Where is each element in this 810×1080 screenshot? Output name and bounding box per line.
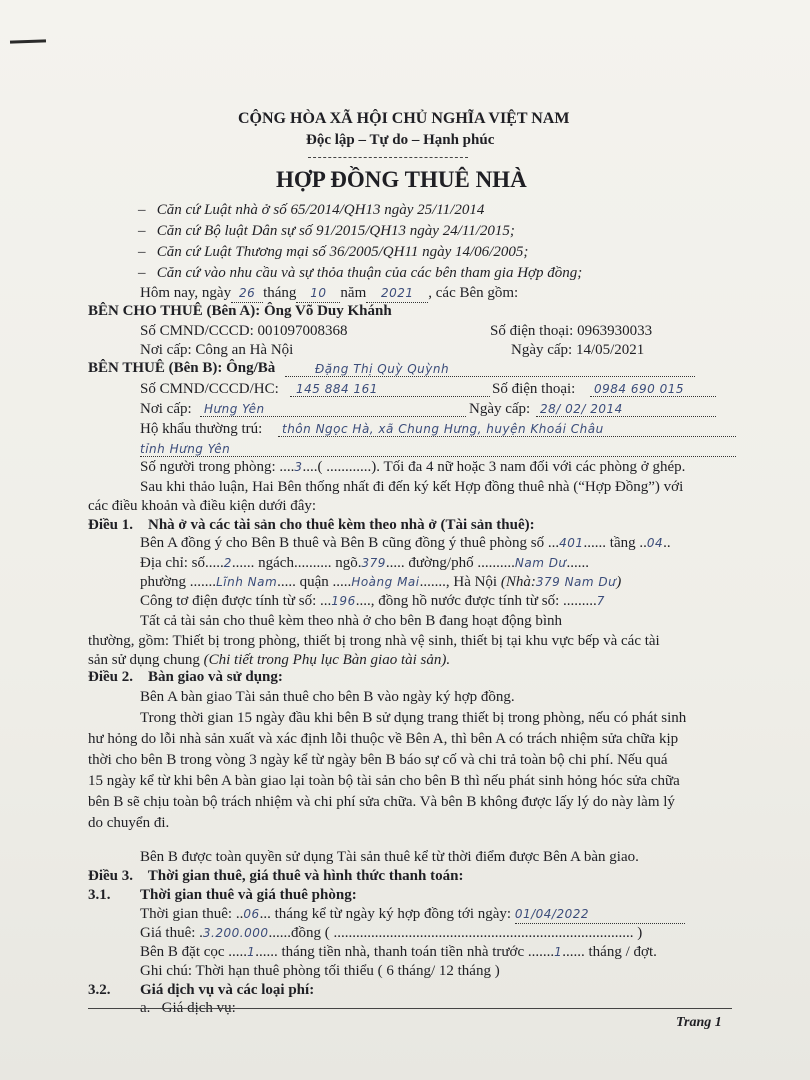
party-b-issue-date-value: 28/ 02/ 2014 <box>540 402 623 416</box>
date-line: Hôm nay, ngày 26 tháng 10 năm 2021 , các Bên gồm: <box>140 285 519 301</box>
article-2-p2-line-1: Trong thời gian 15 ngày đầu khi bên B sử dụng trang thiết bị trong phòng, nếu có phát sinh <box>140 710 687 726</box>
article-2-p2-line-6: do chuyển đi. <box>88 815 170 831</box>
party-b-name-value: Đặng Thị Quỳ Quỳnh <box>315 362 450 376</box>
article-2-p2-line-2: hư hỏng do lỗi nhà sản xuất và xác định lỗi thuộc về Bên A, thì bên A có trách nhiệm sửa chữa kịp <box>88 731 679 747</box>
section-3-2-a: a. Giá dịch vụ: <box>140 1000 236 1016</box>
party-a-phone: Số điện thoại: 0963930033 <box>490 323 653 339</box>
assets-line-2: thường, gồm: Thiết bị trong phòng, thiết bị trong nhà vệ sinh, thiết bị tại khu vực bếp và các tài <box>88 633 660 649</box>
electric-meter-value: 196 <box>331 594 356 608</box>
party-b-id-label: Số CMND/CCCD/HC: <box>140 381 279 397</box>
assets-line-3: sản sử dụng chung (Chi tiết trong Phụ lục Bàn giao tài sản). <box>88 652 451 668</box>
motto: Độc lập – Tự do – Hạnh phúc <box>306 132 495 148</box>
district-value: Hoàng Mai <box>351 575 420 589</box>
article-2-p2-line-5: bên B sẽ chịu toàn bộ trách nhiệm và chi phí sửa chữa. Và bên B không được lấy lý do này làm lý <box>88 794 675 810</box>
party-b-residence-field-2 <box>140 440 736 457</box>
party-b-issuer-value: Hưng Yên <box>204 402 265 416</box>
nation-title: CỘNG HÒA XÃ HỘI CHỦ NGHĨA VIỆT NAM <box>238 110 570 127</box>
water-meter-value: 7 <box>596 594 605 608</box>
party-b-residence-label: Hộ khẩu thường trú: <box>140 421 263 437</box>
party-b-residence-value-2: tỉnh Hưng Yên <box>140 442 231 456</box>
article-2-p1: Bên A bàn giao Tài sản thuê cho bên B vào ngày ký hợp đồng. <box>140 689 515 705</box>
month-value: 10 <box>296 284 340 303</box>
prepay-value: 1 <box>554 945 563 959</box>
section-3-1-number: 3.1. <box>88 887 111 903</box>
party-b-issuer-field <box>200 400 466 417</box>
party-b-phone-label: Số điện thoại: <box>492 381 576 397</box>
assets-line-1: Tất cả tài sản cho thuê kèm theo nhà ở cho bên B đang hoạt động bình <box>140 613 562 629</box>
legal-basis-3: – Căn cứ Luật Thương mại số 36/2005/QH11 ngày 14/06/2005; <box>138 244 529 260</box>
party-a-issue-date: Ngày cấp: 14/05/2021 <box>511 342 645 358</box>
party-b-id-field <box>290 380 490 397</box>
intro-line-2: các điều khoản và điều kiện dưới đây: <box>88 498 317 514</box>
party-b-residence-field <box>278 420 736 437</box>
rental-note: Ghi chú: Thời hạn thuê phòng tối thiểu ( 6 tháng/ 12 tháng ) <box>140 963 500 979</box>
corner-mark <box>10 39 46 43</box>
article-3-heading: Điều 3. Thời gian thuê, giá thuê và hình thức thanh toán: <box>88 868 464 884</box>
document-title: HỢP ĐỒNG THUÊ NHÀ <box>276 167 527 192</box>
room-value: 401 <box>559 536 584 550</box>
party-b-issuer-label: Nơi cấp: <box>140 401 192 417</box>
lane-value: 379 <box>361 556 386 570</box>
house-number-value: 2 <box>223 556 232 570</box>
ward-value: Lĩnh Nam <box>216 575 278 589</box>
party-b-heading: BÊN THUÊ (Bên B): Ông/Bà <box>88 360 276 376</box>
price-value: 3.200.000 <box>202 926 269 940</box>
article-2-p2-line-4: 15 ngày kể từ khi bên A bàn giao lại toàn bộ tài sản cho bên B thì nếu phát sinh hỏng hóc sửa chữa <box>88 773 680 789</box>
intro-line-1: Sau khi thảo luận, Hai Bên thống nhất đi đến ký kết Hợp đồng thuê nhà (“Hợp Đồng”) với <box>140 479 684 495</box>
party-b-issue-date-label: Ngày cấp: <box>469 401 531 417</box>
legal-basis-1: – Căn cứ Luật nhà ở số 65/2014/QH13 ngày 25/11/2014 <box>138 202 485 218</box>
article-1-address-line: Địa chỉ: số.....2...... ngách.......... ngõ.379..... đường/phố ..........Nam Dư...... <box>140 555 590 571</box>
legal-basis-2: – Căn cứ Bộ luật Dân sự số 91/2015/QH13 ngày 24/11/2015; <box>138 223 515 239</box>
article-1-heading: Điều 1. Nhà ở và các tài sản cho thuê kèm theo nhà ở (Tài sản thuê): <box>88 517 535 533</box>
party-a-id: Số CMND/CCCD: 001097008368 <box>140 323 348 339</box>
article-2-heading: Điều 2. Bàn giao và sử dụng: <box>88 669 283 685</box>
section-3-2-title: Giá dịch vụ và các loại phí: <box>140 982 315 998</box>
deposit-value: 1 <box>247 945 256 959</box>
section-3-1-title: Thời gian thuê và giá thuê phòng: <box>140 887 357 903</box>
article-1-meter-line: Công tơ điện được tính từ số: ...196...., đồng hồ nước được tính từ số: .........7 <box>140 593 605 609</box>
footer-rule <box>88 1008 732 1009</box>
party-b-phone-field <box>590 380 716 397</box>
article-1-room-line: Bên A đồng ý cho Bên B thuê và Bên B cũng đồng ý thuê phòng số ...401...... tầng ..04.. <box>140 535 671 551</box>
party-b-occupants: Số người trong phòng: ....3....( ............). Tối đa 4 nữ hoặc 3 nam đối với các phòng ở ghép. <box>140 459 686 475</box>
occupants-value: 3 <box>294 460 303 474</box>
day-value: 26 <box>231 284 263 303</box>
house-address-value: 379 Nam Dư <box>535 575 617 589</box>
term-value: 06 <box>243 907 260 921</box>
party-b-issue-date-field <box>536 400 716 417</box>
page-number: Trang 1 <box>676 1015 722 1030</box>
legal-basis-4: – Căn cứ vào nhu cầu và sự thỏa thuận của các bên tham gia Hợp đồng; <box>138 265 583 281</box>
term-line: Thời gian thuê: ..06... tháng kể từ ngày ký hợp đồng tới ngày: 01/04/2022 <box>140 905 685 924</box>
year-value: 2021 <box>366 284 428 303</box>
section-3-2-number: 3.2. <box>88 982 111 998</box>
article-1-ward-line: phường .......Lĩnh Nam..... quận .....Hoàng Mai......., Hà Nội (Nhà:379 Nam Dư) <box>140 574 622 590</box>
header-separator <box>308 157 468 158</box>
party-a-issuer: Nơi cấp: Công an Hà Nội <box>140 342 294 358</box>
party-b-name-field <box>285 360 695 377</box>
price-line: Giá thuê: .3.200.000......đồng ( ................................................................................ ) <box>140 925 643 941</box>
term-end-value: 01/04/2022 <box>515 905 685 924</box>
article-2-p3: Bên B được toàn quyền sử dụng Tài sản thuê kể từ thời điểm được Bên A bàn giao. <box>140 849 639 865</box>
article-2-p2-line-3: thời cho bên B trong vòng 3 ngày kể từ ngày bên B báo sự cố và chi trả toàn bộ chi phí. Nếu quá <box>88 752 668 768</box>
party-b-id-value: 145 884 161 <box>296 382 378 396</box>
street-value: Nam Dư <box>514 556 567 570</box>
party-a-heading: BÊN CHO THUÊ (Bên A): Ông Võ Duy Khánh <box>88 303 392 319</box>
party-b-phone-value: 0984 690 015 <box>594 382 684 396</box>
party-b-residence-value: thôn Ngọc Hà, xã Chung Hưng, huyện Khoái Châu <box>282 422 604 436</box>
deposit-line: Bên B đặt cọc .....1...... tháng tiền nhà, thanh toán tiền nhà trước .......1...... tháng / đợt. <box>140 944 657 960</box>
floor-value: 04 <box>646 536 664 550</box>
